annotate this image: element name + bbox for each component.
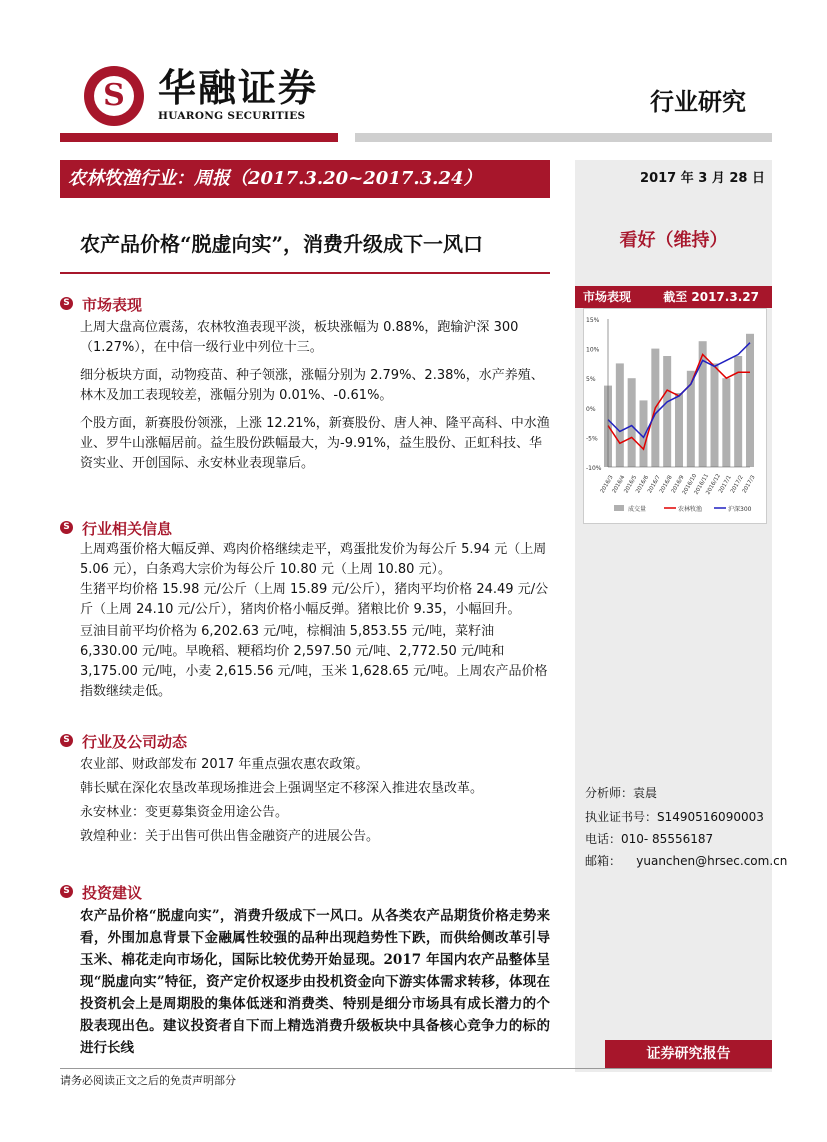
chart-x-tick: 2016/9 bbox=[670, 474, 686, 495]
company-item: 敦煌种业：关于出售可供出售金融资产的进展公告。 bbox=[80, 829, 380, 844]
company-item: 永安林业：变更募集资金用途公告。 bbox=[80, 805, 289, 820]
chart-y-tick: 0% bbox=[586, 405, 596, 413]
chart-x-tick: 2016/8 bbox=[658, 474, 674, 495]
page-title: 农产品价格“脱虚向实”，消费升级成下一风口 bbox=[80, 232, 484, 256]
footer-divider bbox=[60, 1068, 772, 1069]
header-bar-red bbox=[60, 133, 338, 142]
brand-name-en: HUARONG SECURITIES bbox=[158, 110, 306, 122]
company-item: 农业部、财政部发布 2017 年重点强农惠农政策。 bbox=[80, 757, 369, 772]
chart-y-tick: 5% bbox=[586, 376, 596, 384]
chart-bar bbox=[663, 356, 671, 467]
chart-header bbox=[575, 286, 772, 308]
market-body bbox=[80, 318, 550, 474]
industry-para: 豆油目前平均价格为 6,202.63 元/吨，棕榈油 5,853.55 元/吨，菜籽油 6,330.00 元/吨。早晚稻、粳稻均价 2,597.50 元/吨、2,772.50 元/吨和 3,175.00 元/吨，小麦 2,615.56 元/吨，玉米 1,628.65 元/吨。上周农产品价格指数继续走低。 bbox=[80, 624, 548, 699]
industry-para: 生猪平均价格 15.98 元/公斤（上周 15.89 元/公斤），猪肉平均价格 24.49 元/公斤（上周 24.10 元/公斤），猪肉价格小幅反弹。猪粮比价 9.35，小幅回升。 bbox=[80, 582, 549, 617]
chart-x-tick: 2016/11 bbox=[693, 473, 711, 496]
brand-name-cn: 华融证券 bbox=[158, 65, 319, 110]
chart-bar bbox=[687, 371, 695, 467]
chart-y-tick: -5% bbox=[586, 435, 598, 443]
footer-band: 证券研究报告 bbox=[605, 1040, 772, 1068]
chart-bar bbox=[746, 334, 754, 467]
chart-y-tick: -10% bbox=[586, 465, 602, 472]
chart-x-tick: 2017/3 bbox=[741, 474, 757, 495]
analyst-email[interactable]: 邮箱： yuanchen@hrsec.com.cn bbox=[585, 854, 788, 868]
chart-bar bbox=[722, 378, 730, 467]
section-title-advice: 投资建议 bbox=[82, 884, 143, 902]
market-chart bbox=[583, 308, 767, 524]
advice-body: 农产品价格“脱虚向实”，消费升级成下一风口。从各类农产品期货价格走势来看，外围加息背景下金融属性较强的品种出现趋势性下跌，而供给侧改革引导玉米、棉花走向市场化，国际比较优势开始显现。2017 年国内农产品整体呈现“脱虚向实”特征，资产定价权逐步由投机资金向下游实体需求转移，体现在投资机会上是周期股的集体低迷和消费类、特别是细分市场具有成长潜力的个股表现出色。建议投资者自下而上精选消费升级板块中具备核心竞争力的标的进行长线 bbox=[80, 908, 550, 1056]
market-para: 细分板块方面，动物疫苗、种子领涨，涨幅分别为 2.79%、2.38%，水产养殖、林木及加工表现较差，涨幅分别为 0.01%、-0.61%。 bbox=[80, 368, 544, 403]
chart-x-tick: 2016/10 bbox=[681, 473, 699, 496]
section-title-company: 行业及公司动态 bbox=[82, 733, 188, 751]
market-chart-svg bbox=[584, 309, 766, 523]
analyst-phone: 电话：010- 85556187 bbox=[585, 832, 714, 846]
chart-x-tick: 2016/6 bbox=[635, 474, 651, 495]
header-bar-gray bbox=[355, 133, 772, 142]
section-bullet-icon: S bbox=[60, 297, 73, 310]
chart-x-tick: 2016/12 bbox=[705, 473, 722, 496]
section-bullet-icon: S bbox=[60, 521, 73, 534]
chart-legend-label: 沪深300 bbox=[728, 506, 752, 513]
section-title-market: 市场表现 bbox=[82, 296, 143, 314]
company-body bbox=[80, 755, 550, 847]
chart-bar bbox=[711, 363, 719, 467]
industry-para: 上周鸡蛋价格大幅反弹、鸡肉价格继续走平，鸡蛋批发价为每公斤 5.94 元（上周 5.06 元），白条鸡大宗价为每公斤 10.80 元（上周 10.80 元）。 bbox=[80, 542, 547, 577]
chart-bar bbox=[675, 393, 683, 467]
company-item: 韩长赋在深化农垦改革现场推进会上强调坚定不移深入推进农垦改革。 bbox=[80, 781, 484, 796]
chart-x-tick: 2016/7 bbox=[647, 474, 662, 495]
chart-legend-label: 农林牧渔 bbox=[678, 506, 703, 513]
chart-bar bbox=[616, 363, 624, 467]
chart-x-tick: 2017/1 bbox=[718, 474, 733, 495]
chart-legend-swatch bbox=[614, 505, 624, 511]
section-title-industry: 行业相关信息 bbox=[82, 520, 173, 538]
section-bullet-icon: S bbox=[60, 885, 73, 898]
analyst-cert: 执业证书号：S1490516090003 bbox=[585, 810, 764, 824]
report-date: 2017 年 3 月 28 日 bbox=[640, 171, 765, 186]
chart-x-tick: 2016/3 bbox=[599, 474, 615, 495]
chart-y-tick: 15% bbox=[586, 317, 600, 324]
footer-disclaimer: 请务必阅读正文之后的免责声明部分 bbox=[60, 1074, 236, 1087]
chart-header-left: 市场表现 bbox=[583, 290, 632, 304]
rating: 看好（维持） bbox=[619, 230, 728, 251]
chart-x-tick: 2017/2 bbox=[729, 474, 745, 495]
title-divider bbox=[60, 272, 550, 274]
logo-icon: S bbox=[103, 78, 125, 113]
industry-body bbox=[80, 540, 550, 702]
band-title: 农林牧渔行业：周报（2017.3.20~2017.3.24） bbox=[68, 168, 482, 189]
analyst-name: 分析师：袁晨 bbox=[585, 786, 658, 800]
chart-x-tick: 2016/4 bbox=[611, 474, 627, 495]
chart-header-right: 截至 2017.3.27 bbox=[663, 290, 759, 304]
report-type: 行业研究 bbox=[650, 87, 746, 116]
market-para: 个股方面，新赛股份领涨，上涨 12.21%，新赛股份、唐人神、隆平高科、中水渔业、罗牛山涨幅居前。益生股份跌幅最大，为-9.91%，益生股份、正虹科技、华资实业、开创国际、永安林业表现靠后。 bbox=[80, 416, 550, 471]
market-para: 上周大盘高位震荡，农林牧渔表现平淡，板块涨幅为 0.88%，跑输沪深 300（1.27%），在中信一级行业中列位十三。 bbox=[80, 320, 519, 355]
section-bullet-icon: S bbox=[60, 734, 73, 747]
chart-bar bbox=[628, 378, 636, 467]
chart-legend-label: 成交量 bbox=[628, 506, 647, 513]
chart-y-tick: 10% bbox=[586, 346, 600, 354]
chart-x-tick: 2016/5 bbox=[623, 474, 639, 495]
